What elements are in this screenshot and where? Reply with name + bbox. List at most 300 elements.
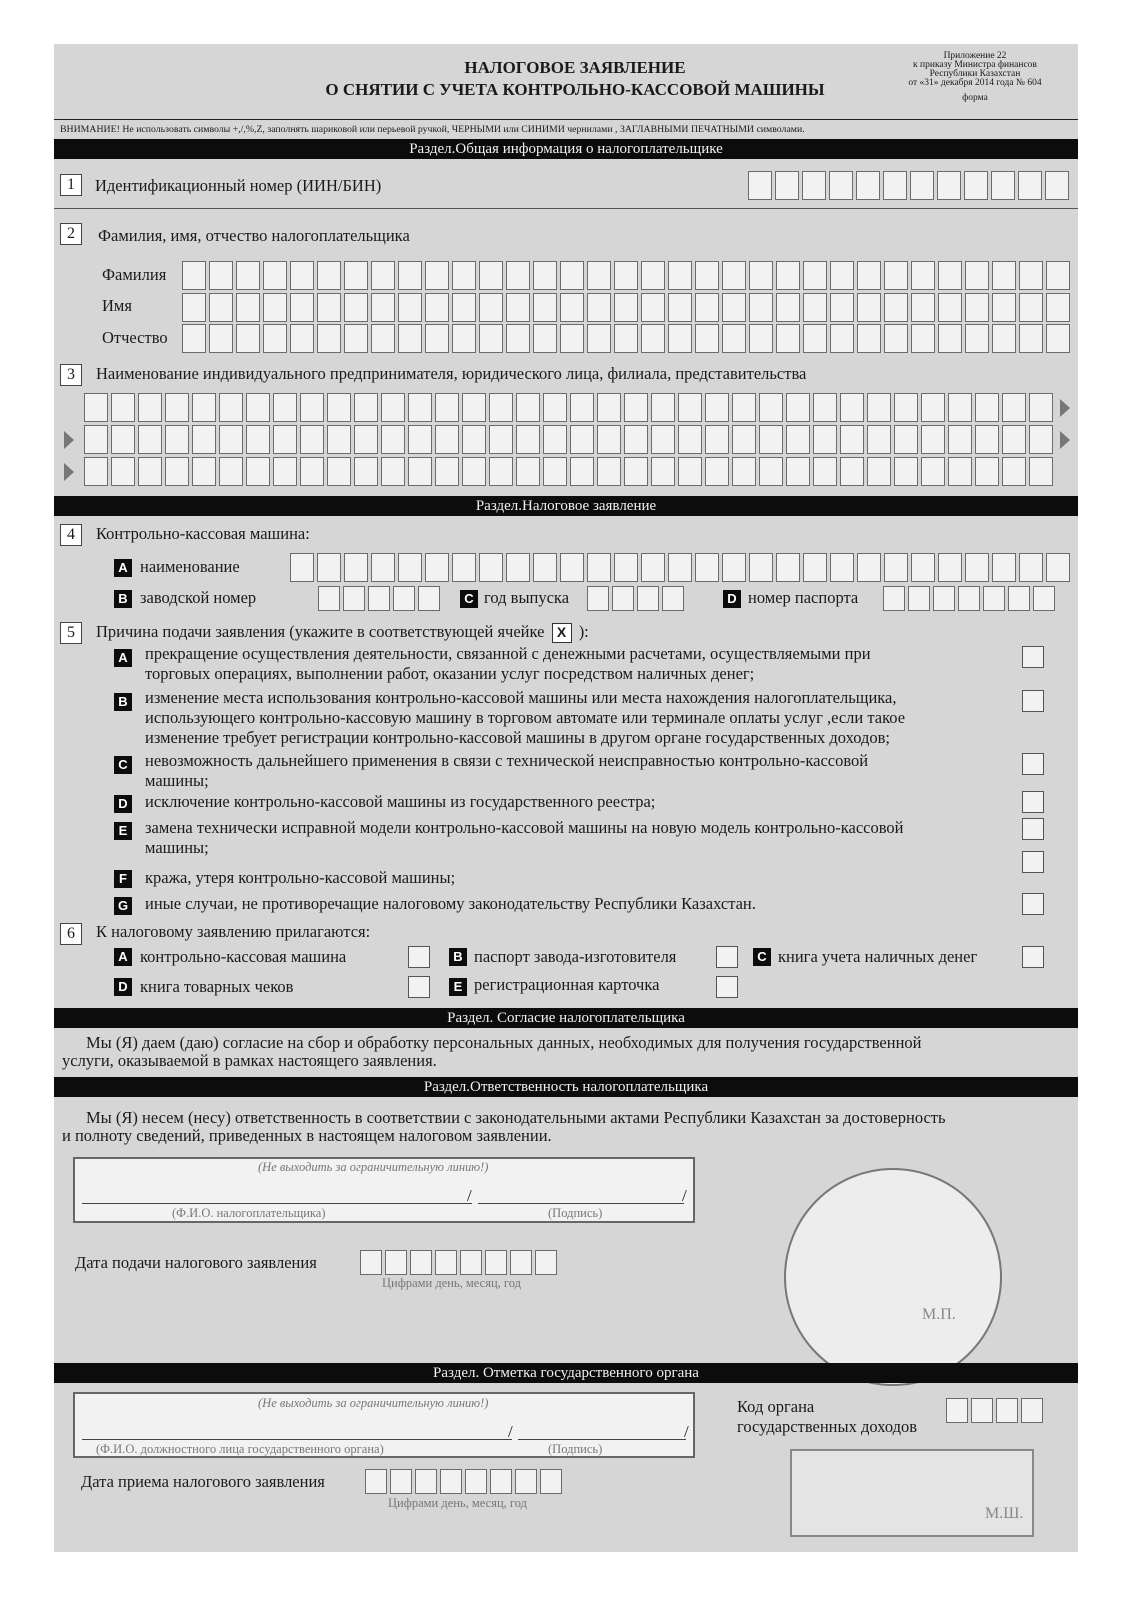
char-cell[interactable]: [398, 324, 422, 353]
char-cell[interactable]: [290, 324, 314, 353]
char-cell[interactable]: [317, 553, 341, 582]
char-cell[interactable]: [381, 425, 405, 454]
char-cell[interactable]: [371, 324, 395, 353]
char-cell[interactable]: [462, 425, 486, 454]
char-cell[interactable]: [440, 1469, 462, 1494]
char-cell[interactable]: [182, 324, 206, 353]
char-cell[interactable]: [462, 393, 486, 422]
char-cell[interactable]: [840, 425, 864, 454]
char-cell[interactable]: [991, 171, 1015, 200]
char-cell[interactable]: [612, 586, 634, 611]
char-cell[interactable]: [614, 553, 638, 582]
attach-d-checkbox[interactable]: [408, 976, 430, 998]
char-cell[interactable]: [410, 1250, 432, 1275]
char-cell[interactable]: [776, 324, 800, 353]
char-cell[interactable]: [165, 457, 189, 486]
char-cell[interactable]: [506, 261, 530, 290]
char-cell[interactable]: [830, 553, 854, 582]
char-cell[interactable]: [813, 457, 837, 486]
reason-a-checkbox[interactable]: [1022, 646, 1044, 668]
char-cell[interactable]: [705, 457, 729, 486]
char-cell[interactable]: [803, 293, 827, 322]
char-cell[interactable]: [830, 261, 854, 290]
char-cell[interactable]: [786, 457, 810, 486]
char-cell[interactable]: [884, 553, 908, 582]
char-cell[interactable]: [425, 293, 449, 322]
char-cell[interactable]: [219, 393, 243, 422]
char-cell[interactable]: [246, 425, 270, 454]
char-cell[interactable]: [1046, 293, 1070, 322]
char-cell[interactable]: [354, 393, 378, 422]
char-cell[interactable]: [678, 425, 702, 454]
acceptance-date-cells[interactable]: [365, 1469, 562, 1494]
char-cell[interactable]: [516, 393, 540, 422]
char-cell[interactable]: [182, 261, 206, 290]
char-cell[interactable]: [641, 324, 665, 353]
char-cell[interactable]: [921, 457, 945, 486]
char-cell[interactable]: [597, 425, 621, 454]
char-cell[interactable]: [911, 553, 935, 582]
reason-c-checkbox[interactable]: [1022, 753, 1044, 775]
char-cell[interactable]: [381, 393, 405, 422]
char-cell[interactable]: [1018, 171, 1042, 200]
char-cell[interactable]: [209, 324, 233, 353]
char-cell[interactable]: [543, 393, 567, 422]
char-cell[interactable]: [894, 393, 918, 422]
char-cell[interactable]: [894, 457, 918, 486]
char-cell[interactable]: [111, 393, 135, 422]
char-cell[interactable]: [1046, 553, 1070, 582]
char-cell[interactable]: [408, 393, 432, 422]
char-cell[interactable]: [722, 553, 746, 582]
char-cell[interactable]: [84, 393, 108, 422]
char-cell[interactable]: [318, 586, 340, 611]
char-cell[interactable]: [938, 261, 962, 290]
char-cell[interactable]: [651, 393, 675, 422]
char-cell[interactable]: [192, 393, 216, 422]
char-cell[interactable]: [1021, 1398, 1043, 1423]
char-cell[interactable]: [570, 425, 594, 454]
char-cell[interactable]: [958, 586, 980, 611]
char-cell[interactable]: [668, 293, 692, 322]
char-cell[interactable]: [543, 457, 567, 486]
char-cell[interactable]: [570, 457, 594, 486]
char-cell[interactable]: [992, 553, 1016, 582]
char-cell[interactable]: [111, 425, 135, 454]
char-cell[interactable]: [678, 457, 702, 486]
char-cell[interactable]: [668, 553, 692, 582]
char-cell[interactable]: [749, 553, 773, 582]
char-cell[interactable]: [705, 425, 729, 454]
char-cell[interactable]: [786, 425, 810, 454]
char-cell[interactable]: [219, 457, 243, 486]
char-cell[interactable]: [722, 293, 746, 322]
char-cell[interactable]: [662, 586, 684, 611]
char-cell[interactable]: [290, 293, 314, 322]
char-cell[interactable]: [829, 171, 853, 200]
char-cell[interactable]: [1033, 586, 1055, 611]
char-cell[interactable]: [435, 1250, 457, 1275]
char-cell[interactable]: [398, 293, 422, 322]
entity-name-row3[interactable]: [84, 457, 1053, 486]
char-cell[interactable]: [587, 293, 611, 322]
char-cell[interactable]: [479, 293, 503, 322]
char-cell[interactable]: [192, 457, 216, 486]
char-cell[interactable]: [651, 425, 675, 454]
char-cell[interactable]: [732, 393, 756, 422]
char-cell[interactable]: [327, 393, 351, 422]
patronymic-cells[interactable]: [182, 324, 1070, 353]
char-cell[interactable]: [938, 324, 962, 353]
char-cell[interactable]: [992, 324, 1016, 353]
char-cell[interactable]: [398, 261, 422, 290]
char-cell[interactable]: [883, 171, 907, 200]
char-cell[interactable]: [84, 425, 108, 454]
entity-name-row1[interactable]: [84, 393, 1053, 422]
char-cell[interactable]: [938, 293, 962, 322]
char-cell[interactable]: [533, 324, 557, 353]
char-cell[interactable]: [992, 261, 1016, 290]
char-cell[interactable]: [937, 171, 961, 200]
char-cell[interactable]: [290, 261, 314, 290]
char-cell[interactable]: [263, 261, 287, 290]
char-cell[interactable]: [695, 293, 719, 322]
char-cell[interactable]: [165, 393, 189, 422]
char-cell[interactable]: [273, 393, 297, 422]
char-cell[interactable]: [857, 293, 881, 322]
char-cell[interactable]: [343, 586, 365, 611]
char-cell[interactable]: [614, 324, 638, 353]
char-cell[interactable]: [479, 324, 503, 353]
char-cell[interactable]: [344, 261, 368, 290]
char-cell[interactable]: [1008, 586, 1030, 611]
char-cell[interactable]: [408, 457, 432, 486]
char-cell[interactable]: [560, 293, 584, 322]
char-cell[interactable]: [371, 293, 395, 322]
char-cell[interactable]: [992, 293, 1016, 322]
char-cell[interactable]: [946, 1398, 968, 1423]
char-cell[interactable]: [138, 457, 162, 486]
char-cell[interactable]: [641, 553, 665, 582]
kkm-serial-cells[interactable]: [318, 586, 440, 611]
char-cell[interactable]: [533, 553, 557, 582]
char-cell[interactable]: [1046, 324, 1070, 353]
char-cell[interactable]: [921, 425, 945, 454]
char-cell[interactable]: [452, 324, 476, 353]
char-cell[interactable]: [300, 425, 324, 454]
char-cell[interactable]: [732, 457, 756, 486]
char-cell[interactable]: [813, 393, 837, 422]
char-cell[interactable]: [365, 1469, 387, 1494]
char-cell[interactable]: [219, 425, 243, 454]
char-cell[interactable]: [678, 393, 702, 422]
char-cell[interactable]: [560, 324, 584, 353]
char-cell[interactable]: [465, 1469, 487, 1494]
char-cell[interactable]: [803, 553, 827, 582]
char-cell[interactable]: [360, 1250, 382, 1275]
char-cell[interactable]: [515, 1469, 537, 1494]
char-cell[interactable]: [344, 293, 368, 322]
char-cell[interactable]: [911, 261, 935, 290]
char-cell[interactable]: [300, 457, 324, 486]
char-cell[interactable]: [246, 393, 270, 422]
char-cell[interactable]: [246, 457, 270, 486]
char-cell[interactable]: [908, 586, 930, 611]
char-cell[interactable]: [759, 457, 783, 486]
reason-e-checkbox-extra[interactable]: [1022, 851, 1044, 873]
char-cell[interactable]: [460, 1250, 482, 1275]
char-cell[interactable]: [452, 293, 476, 322]
char-cell[interactable]: [776, 553, 800, 582]
char-cell[interactable]: [910, 171, 934, 200]
char-cell[interactable]: [263, 324, 287, 353]
char-cell[interactable]: [452, 261, 476, 290]
char-cell[interactable]: [749, 261, 773, 290]
char-cell[interactable]: [192, 425, 216, 454]
char-cell[interactable]: [533, 261, 557, 290]
char-cell[interactable]: [425, 553, 449, 582]
char-cell[interactable]: [570, 393, 594, 422]
char-cell[interactable]: [1045, 171, 1069, 200]
char-cell[interactable]: [975, 425, 999, 454]
char-cell[interactable]: [587, 261, 611, 290]
char-cell[interactable]: [1002, 425, 1026, 454]
char-cell[interactable]: [344, 553, 368, 582]
surname-cells[interactable]: [182, 261, 1070, 290]
char-cell[interactable]: [84, 457, 108, 486]
char-cell[interactable]: [489, 425, 513, 454]
char-cell[interactable]: [983, 586, 1005, 611]
char-cell[interactable]: [516, 425, 540, 454]
char-cell[interactable]: [390, 1469, 412, 1494]
char-cell[interactable]: [857, 261, 881, 290]
char-cell[interactable]: [236, 293, 260, 322]
char-cell[interactable]: [385, 1250, 407, 1275]
char-cell[interactable]: [695, 261, 719, 290]
char-cell[interactable]: [597, 393, 621, 422]
char-cell[interactable]: [236, 261, 260, 290]
char-cell[interactable]: [489, 457, 513, 486]
char-cell[interactable]: [705, 393, 729, 422]
char-cell[interactable]: [813, 425, 837, 454]
kkm-passport-cells[interactable]: [883, 586, 1055, 611]
char-cell[interactable]: [668, 261, 692, 290]
char-cell[interactable]: [111, 457, 135, 486]
char-cell[interactable]: [637, 586, 659, 611]
char-cell[interactable]: [1029, 393, 1053, 422]
attach-b-checkbox[interactable]: [716, 946, 738, 968]
char-cell[interactable]: [506, 293, 530, 322]
char-cell[interactable]: [748, 171, 772, 200]
char-cell[interactable]: [1019, 261, 1043, 290]
char-cell[interactable]: [425, 324, 449, 353]
char-cell[interactable]: [236, 324, 260, 353]
char-cell[interactable]: [354, 425, 378, 454]
char-cell[interactable]: [327, 457, 351, 486]
char-cell[interactable]: [624, 425, 648, 454]
char-cell[interactable]: [138, 393, 162, 422]
char-cell[interactable]: [479, 553, 503, 582]
char-cell[interactable]: [749, 324, 773, 353]
char-cell[interactable]: [368, 586, 390, 611]
submission-date-cells[interactable]: [360, 1250, 557, 1275]
char-cell[interactable]: [317, 261, 341, 290]
char-cell[interactable]: [641, 261, 665, 290]
char-cell[interactable]: [749, 293, 773, 322]
kkm-year-cells[interactable]: [587, 586, 684, 611]
attach-a-checkbox[interactable]: [408, 946, 430, 968]
char-cell[interactable]: [560, 553, 584, 582]
char-cell[interactable]: [516, 457, 540, 486]
char-cell[interactable]: [587, 324, 611, 353]
char-cell[interactable]: [614, 293, 638, 322]
name-cells[interactable]: [182, 293, 1070, 322]
char-cell[interactable]: [1029, 425, 1053, 454]
char-cell[interactable]: [415, 1469, 437, 1494]
char-cell[interactable]: [398, 553, 422, 582]
char-cell[interactable]: [1002, 393, 1026, 422]
char-cell[interactable]: [418, 586, 440, 611]
char-cell[interactable]: [732, 425, 756, 454]
char-cell[interactable]: [624, 457, 648, 486]
char-cell[interactable]: [479, 261, 503, 290]
char-cell[interactable]: [965, 553, 989, 582]
char-cell[interactable]: [856, 171, 880, 200]
char-cell[interactable]: [803, 324, 827, 353]
char-cell[interactable]: [560, 261, 584, 290]
char-cell[interactable]: [540, 1469, 562, 1494]
char-cell[interactable]: [182, 293, 206, 322]
char-cell[interactable]: [485, 1250, 507, 1275]
char-cell[interactable]: [884, 324, 908, 353]
char-cell[interactable]: [435, 393, 459, 422]
char-cell[interactable]: [1019, 293, 1043, 322]
char-cell[interactable]: [911, 324, 935, 353]
char-cell[interactable]: [354, 457, 378, 486]
char-cell[interactable]: [290, 553, 314, 582]
char-cell[interactable]: [786, 393, 810, 422]
char-cell[interactable]: [867, 457, 891, 486]
char-cell[interactable]: [933, 586, 955, 611]
char-cell[interactable]: [425, 261, 449, 290]
char-cell[interactable]: [894, 425, 918, 454]
char-cell[interactable]: [587, 586, 609, 611]
char-cell[interactable]: [490, 1469, 512, 1494]
char-cell[interactable]: [802, 171, 826, 200]
char-cell[interactable]: [651, 457, 675, 486]
char-cell[interactable]: [971, 1398, 993, 1423]
char-cell[interactable]: [883, 586, 905, 611]
char-cell[interactable]: [938, 553, 962, 582]
char-cell[interactable]: [1019, 553, 1043, 582]
char-cell[interactable]: [543, 425, 567, 454]
char-cell[interactable]: [273, 457, 297, 486]
char-cell[interactable]: [408, 425, 432, 454]
char-cell[interactable]: [327, 425, 351, 454]
char-cell[interactable]: [393, 586, 415, 611]
char-cell[interactable]: [776, 293, 800, 322]
char-cell[interactable]: [300, 393, 324, 422]
reason-d-checkbox[interactable]: [1022, 791, 1044, 813]
char-cell[interactable]: [975, 457, 999, 486]
char-cell[interactable]: [695, 324, 719, 353]
char-cell[interactable]: [1046, 261, 1070, 290]
char-cell[interactable]: [506, 553, 530, 582]
char-cell[interactable]: [597, 457, 621, 486]
char-cell[interactable]: [867, 425, 891, 454]
char-cell[interactable]: [452, 553, 476, 582]
char-cell[interactable]: [948, 425, 972, 454]
char-cell[interactable]: [535, 1250, 557, 1275]
attach-c-checkbox[interactable]: [1022, 946, 1044, 968]
char-cell[interactable]: [948, 457, 972, 486]
char-cell[interactable]: [1002, 457, 1026, 486]
char-cell[interactable]: [759, 393, 783, 422]
char-cell[interactable]: [435, 425, 459, 454]
reason-e-checkbox[interactable]: [1022, 818, 1044, 840]
char-cell[interactable]: [510, 1250, 532, 1275]
char-cell[interactable]: [371, 261, 395, 290]
char-cell[interactable]: [948, 393, 972, 422]
char-cell[interactable]: [884, 261, 908, 290]
authority-code-cells[interactable]: [946, 1398, 1043, 1423]
char-cell[interactable]: [884, 293, 908, 322]
char-cell[interactable]: [435, 457, 459, 486]
char-cell[interactable]: [1029, 457, 1053, 486]
char-cell[interactable]: [921, 393, 945, 422]
char-cell[interactable]: [830, 324, 854, 353]
char-cell[interactable]: [775, 171, 799, 200]
char-cell[interactable]: [911, 293, 935, 322]
char-cell[interactable]: [371, 553, 395, 582]
char-cell[interactable]: [668, 324, 692, 353]
char-cell[interactable]: [722, 261, 746, 290]
char-cell[interactable]: [857, 324, 881, 353]
char-cell[interactable]: [840, 393, 864, 422]
char-cell[interactable]: [344, 324, 368, 353]
char-cell[interactable]: [803, 261, 827, 290]
char-cell[interactable]: [489, 393, 513, 422]
char-cell[interactable]: [165, 425, 189, 454]
char-cell[interactable]: [1019, 324, 1043, 353]
char-cell[interactable]: [462, 457, 486, 486]
char-cell[interactable]: [867, 393, 891, 422]
char-cell[interactable]: [965, 324, 989, 353]
kkm-name-cells[interactable]: [290, 553, 1070, 582]
char-cell[interactable]: [965, 293, 989, 322]
char-cell[interactable]: [381, 457, 405, 486]
entity-name-row2[interactable]: [84, 425, 1053, 454]
char-cell[interactable]: [857, 553, 881, 582]
char-cell[interactable]: [965, 261, 989, 290]
char-cell[interactable]: [830, 293, 854, 322]
char-cell[interactable]: [587, 553, 611, 582]
char-cell[interactable]: [840, 457, 864, 486]
char-cell[interactable]: [273, 425, 297, 454]
char-cell[interactable]: [722, 324, 746, 353]
char-cell[interactable]: [614, 261, 638, 290]
char-cell[interactable]: [996, 1398, 1018, 1423]
reason-b-checkbox[interactable]: [1022, 690, 1044, 712]
field1-iin-cells[interactable]: [748, 171, 1069, 200]
char-cell[interactable]: [317, 293, 341, 322]
char-cell[interactable]: [695, 553, 719, 582]
char-cell[interactable]: [209, 293, 233, 322]
char-cell[interactable]: [138, 425, 162, 454]
char-cell[interactable]: [533, 293, 557, 322]
char-cell[interactable]: [776, 261, 800, 290]
char-cell[interactable]: [209, 261, 233, 290]
